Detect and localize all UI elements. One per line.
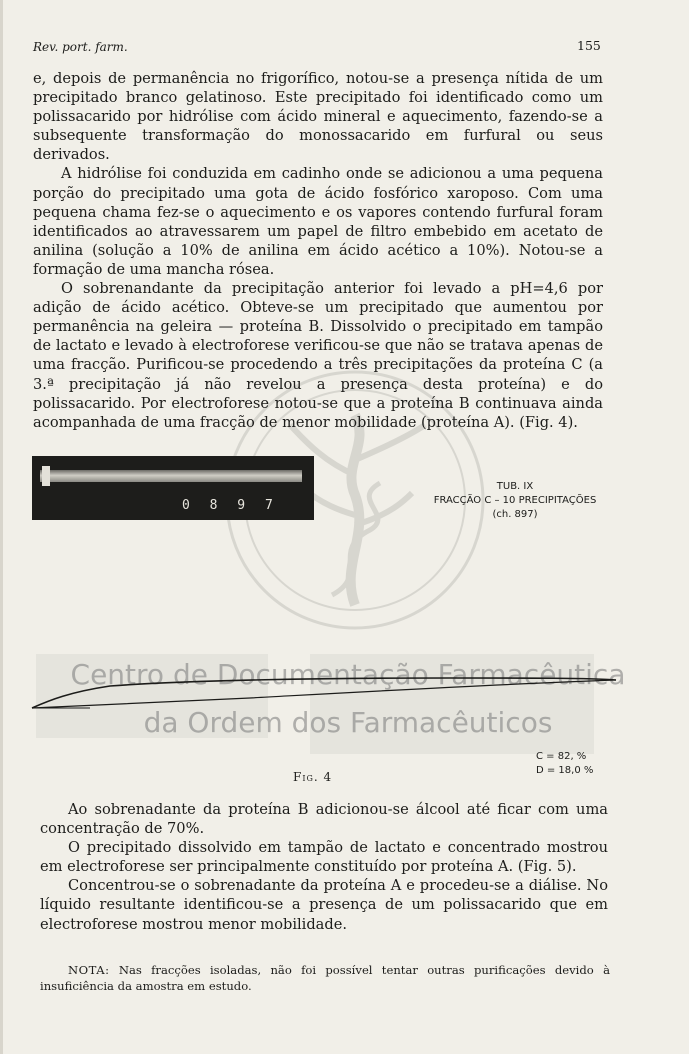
footnote [40,962,610,994]
densitometer-trace [30,670,620,720]
watermark-text: Centro de Documentação Farmacêutica [70,658,626,691]
percent-c: C = 82, % [536,751,587,762]
electrophoresis-strip [32,456,314,520]
caption-fraction: FRACÇÃO C – 10 PRECIPITAÇÕES [433,495,597,506]
strip-caption [418,480,612,522]
strip-number: 0 8 9 7 [182,498,279,513]
paragraph: Concentrou-se o sobrenadante da proteína A e procedeu-se a diálise. No líquido resultante identificou-se a presença de um polissacarido que em electroforese mostrou menor mobilidade. [40,877,608,933]
fraction-percentages [536,750,593,778]
paragraph: O precipitado dissolvido em tampão de lactato e concentrado mostrou em electroforese ser principalmente constituído por proteína A. (Fig. 5). [40,839,608,876]
page-number: 155 [577,38,601,53]
caption-chart: (ch. 897) [492,509,538,520]
watermark-text: da Ordem dos Farmacêuticos [143,706,553,739]
percent-d: D = 18,0 % [536,765,594,776]
figure-label: Fig. 4 [293,770,333,784]
note-label: NOTA: [68,963,110,977]
gel-band [40,470,302,482]
main-text-continued [40,800,608,934]
paragraph: A hidrólise foi conduzida em cadinho onde se adicionou a uma pequena porção do precipitado uma gota de ácido fosfórico xaroposo. Com uma pequena chama fez-se o aquecimento e os vapores contendo furfural foram identificados ao atravessarem um papel de filtro embebido em acetato de anilina (solução a 10% de anilina em ácido acético a 10%). Notou-se a formação de uma mancha rósea. [33,165,603,278]
paragraph: e, depois de permanência no frigorífico, notou-se a presença nítida de um precipitado branco gelatinoso. Este precipitado foi identificado como um polissacarido por hidrólise com ácido mineral e aquecimento, fazendo-se a subsequente transformação do monossacarido em furfural ou seus derivados. [33,70,603,164]
note-text: Nas fracções isoladas, não foi possível tentar outras purificações devido à insuficiência da amostra em estudo. [40,963,610,993]
paragraph: O sobrenandante da precipitação anterior foi levado a pH=4,6 por adição de ácido acético. Obteve-se um precipitado que aumentou por permanência na geleira — proteína B. Dissolvido o precipitado em tampão de lactato e levado à electroforese verificou-se que não se tratava apenas de uma fracção. Purificou-se procedendo a três precipitações da proteína C (a 3.ª precipitação já não revelou a presença desta proteína) e do polissacarido. Por electroforese notou-se que a proteína B continuava ainda acompanhada de uma fracção de menor mobilidade (proteína A). (Fig. 4). [33,280,603,431]
paragraph: Ao sobrenadante da proteína B adicionou-se álcool até ficar com uma concentração de 70%. [40,801,608,838]
caption-tube: TUB. IX [496,481,534,492]
running-head: Rev. port. farm. [33,40,128,54]
gel-origin-mark [42,466,50,486]
